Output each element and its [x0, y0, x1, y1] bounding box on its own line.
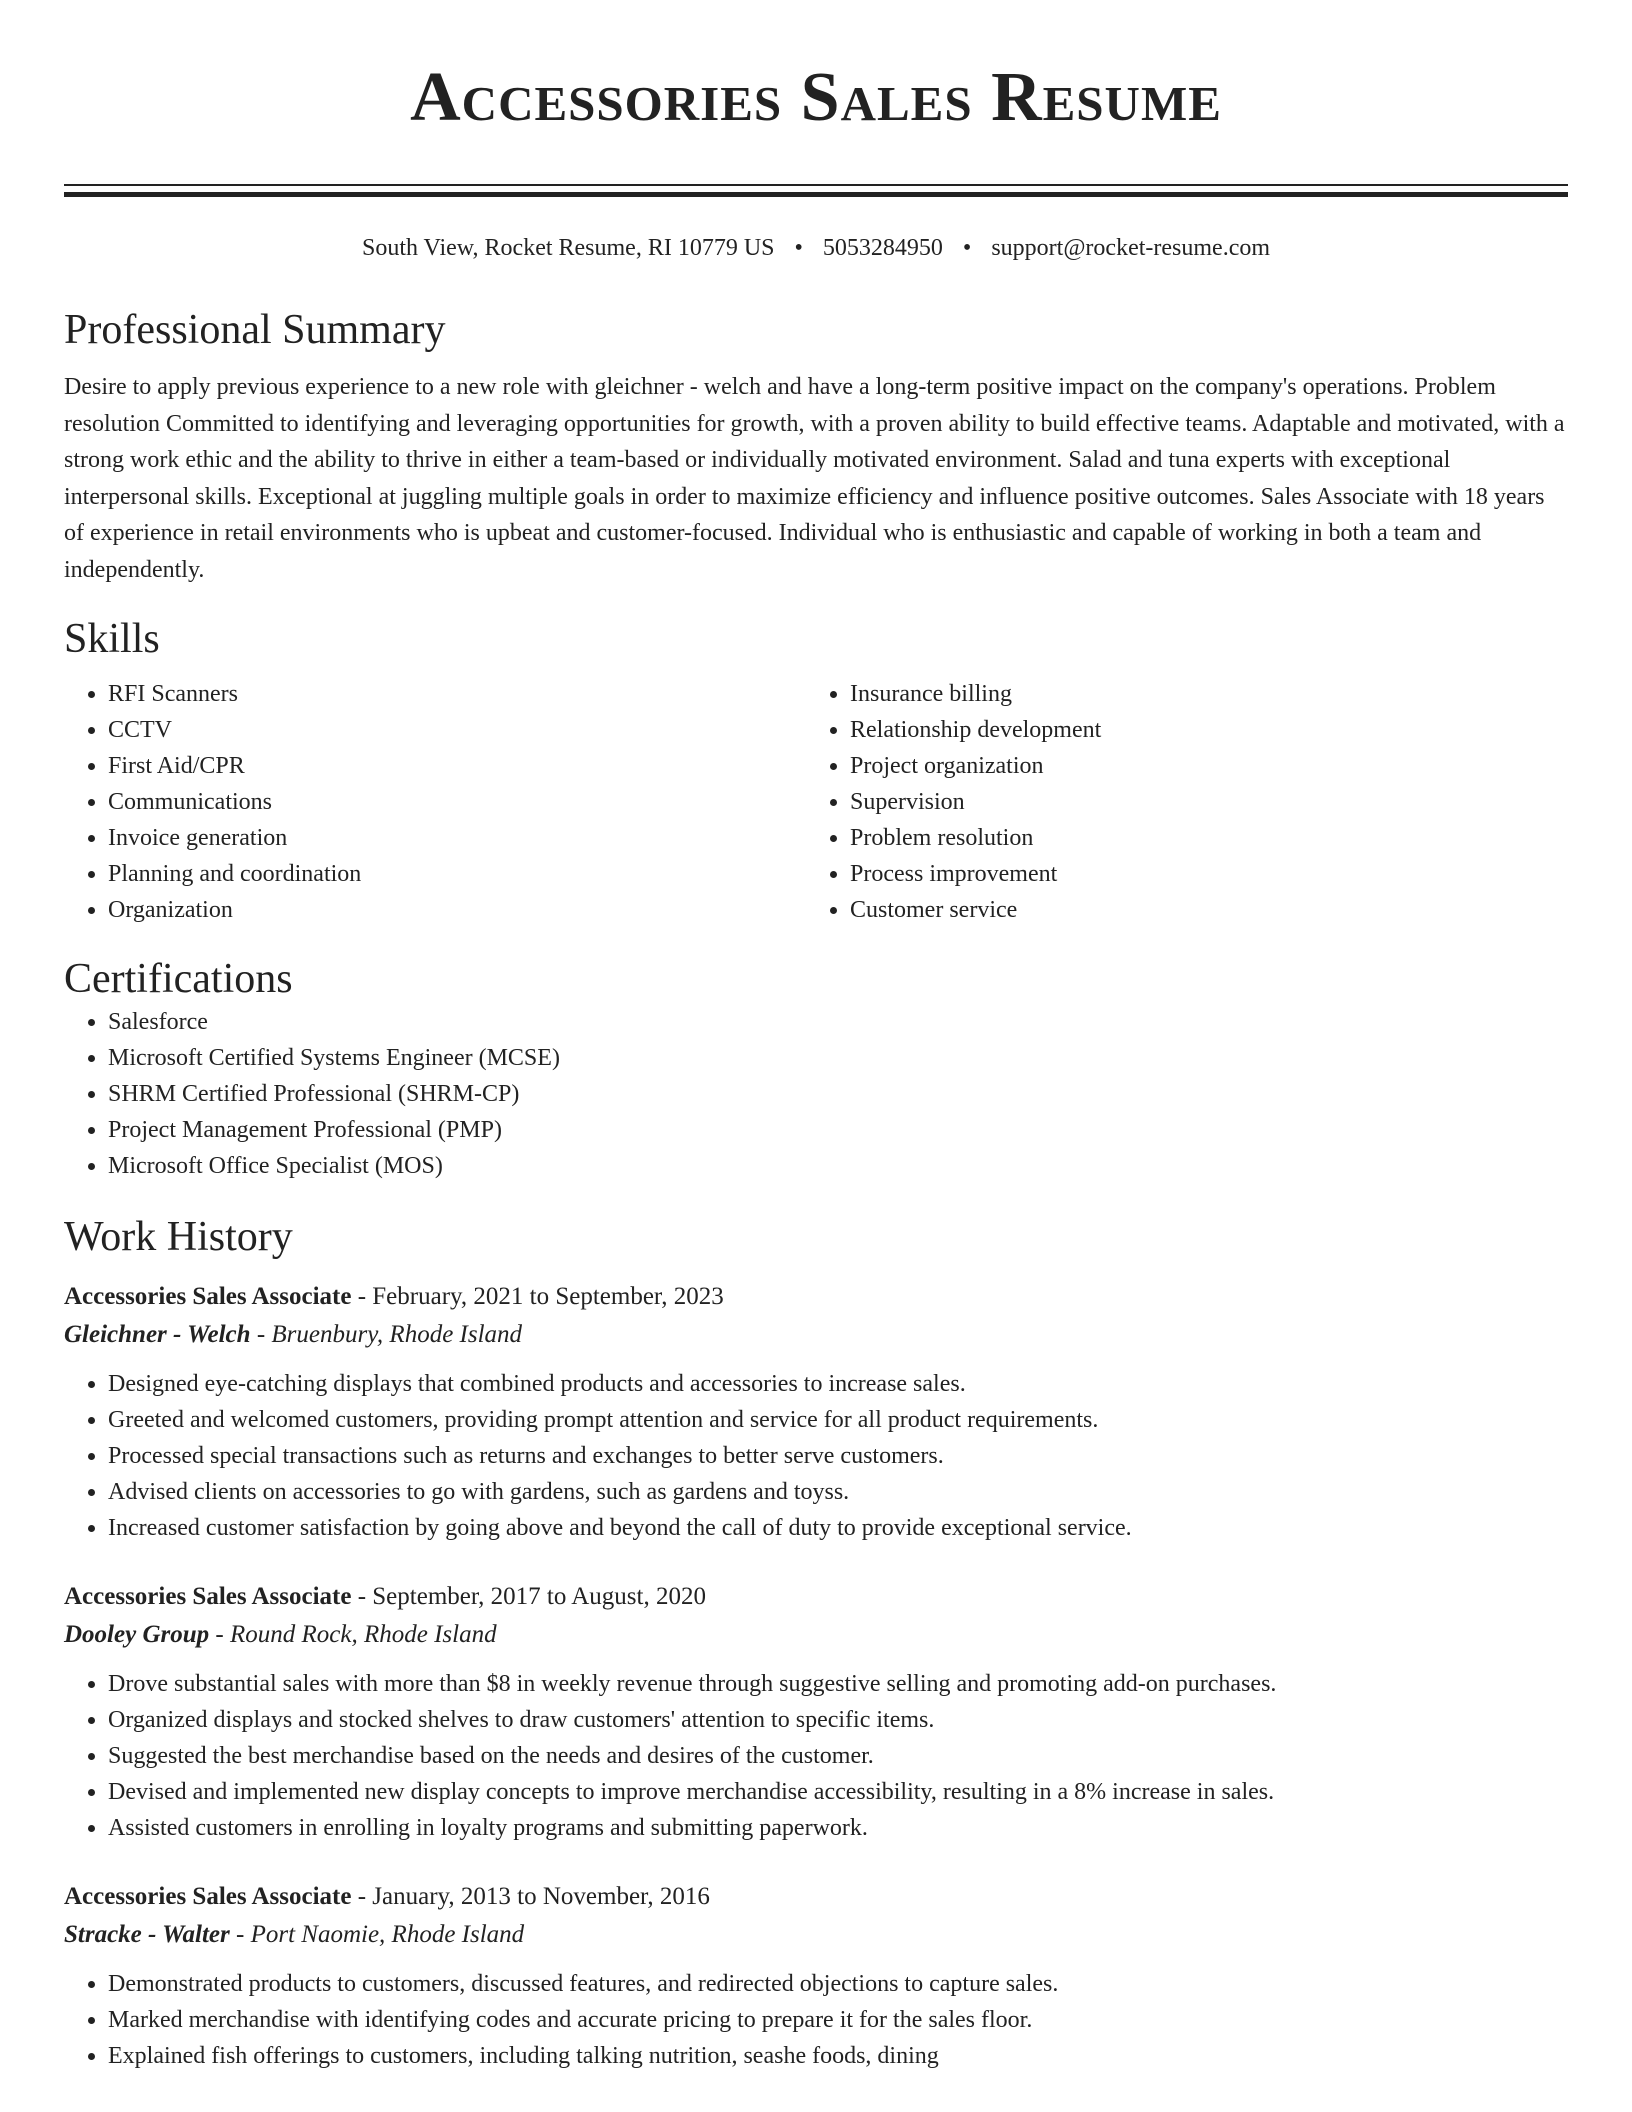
skill-item: • First Aid/CPR	[108, 748, 806, 784]
skill-item: • Planning and coordination	[108, 856, 806, 892]
job-duty-item: • Designed eye-catching displays that combined products and accessories to increase sales.	[108, 1366, 1568, 1402]
skill-item: • CCTV	[108, 712, 806, 748]
job-duty-item: • Increased customer satisfaction by going above and beyond the call of duty to provide exceptional service.	[108, 1510, 1568, 1546]
certification-item: • SHRM Certified Professional (SHRM-CP)	[108, 1076, 1568, 1112]
contact-phone: 5053284950	[822, 235, 943, 261]
job-company-line	[64, 1616, 1568, 1654]
skill-item: • Project organization	[850, 748, 1548, 784]
job-dates: - February, 2021 to September, 2023	[351, 1283, 724, 1310]
work-history-heading: Work History	[64, 1214, 293, 1260]
contact-line	[64, 233, 1568, 263]
resume-page	[64, 0, 1568, 2074]
job-dates: - January, 2013 to November, 2016	[351, 1883, 710, 1910]
certification-item: • Salesforce	[108, 1004, 1568, 1040]
certification-item: • Microsoft Office Specialist (MOS)	[108, 1148, 1568, 1184]
job-duty-item: • Suggested the best merchandise based on the needs and desires of the customer.	[108, 1738, 1568, 1774]
resume-title: Accessories Sales Resume	[410, 59, 1222, 136]
summary-heading: Professional Summary	[64, 307, 446, 353]
job-duty-item: • Marked merchandise with identifying codes and accurate pricing to prepare it for the sales floor.	[108, 2002, 1568, 2038]
job-entry	[64, 1578, 1568, 1846]
skills-column-right	[806, 676, 1548, 928]
job-duty-item: • Advised clients on accessories to go with gardens, such as gardens and toyss.	[108, 1474, 1568, 1510]
job-entry	[64, 1278, 1568, 1546]
job-dates: - September, 2017 to August, 2020	[351, 1583, 706, 1610]
header-divider-thin	[64, 184, 1568, 186]
skill-item: • Insurance billing	[850, 676, 1548, 712]
contact-address: South View, Rocket Resume, RI 10779 US	[361, 235, 775, 261]
contact-separator: •	[794, 235, 803, 261]
skill-item: • Communications	[108, 784, 806, 820]
skill-item: • Customer service	[850, 892, 1548, 928]
skill-item: • Process improvement	[850, 856, 1548, 892]
skills-heading: Skills	[64, 616, 160, 662]
job-duty-item: • Organized displays and stocked shelves to draw customers' attention to specific items.	[108, 1702, 1568, 1738]
skill-item: • Problem resolution	[850, 820, 1548, 856]
job-duty-item: • Demonstrated products to customers, discussed features, and redirected objections to capture sales.	[108, 1966, 1568, 2002]
summary-text: Desire to apply previous experience to a new role with gleichner - welch and have a long-term positive impact on the company's operations. Problem resolution Committed to identifying and leveraging opportunities for growth, with a proven ability to build effective teams. Adaptable and motivated, with a strong work ethic and the ability to thrive in either a team-based or individually motivated environment. Salad and tuna experts with exceptional interpersonal skills. Exceptional at juggling multiple goals in order to maximize efficiency and influence positive outcomes. Sales Associate with 18 years of experience in retail environments who is upbeat and customer-focused. Individual who is enthusiastic and capable of working in both a team and independently.	[64, 374, 1565, 583]
job-title-line	[64, 1278, 1568, 1316]
contact-separator: •	[962, 235, 972, 261]
job-duties-list	[64, 1966, 1568, 2074]
certifications-heading: Certifications	[64, 956, 293, 1002]
job-duty-item: • Assisted customers in enrolling in loyalty programs and submitting paperwork.	[108, 1810, 1568, 1846]
job-company-line	[64, 1916, 1568, 1954]
job-duties-list	[64, 1366, 1568, 1546]
job-company: Stracke - Walter	[64, 1921, 230, 1948]
job-title-line	[64, 1878, 1568, 1916]
job-title-line	[64, 1578, 1568, 1616]
job-company: Dooley Group	[64, 1621, 210, 1648]
job-title: Accessories Sales Associate	[64, 1283, 352, 1310]
skill-item: • Organization	[108, 892, 806, 928]
job-entry	[64, 1878, 1568, 2074]
skills-column-left	[64, 676, 806, 928]
job-title: Accessories Sales Associate	[64, 1583, 352, 1610]
certification-item: • Project Management Professional (PMP)	[108, 1112, 1568, 1148]
job-company-line	[64, 1316, 1568, 1354]
skills-list-left	[64, 676, 806, 928]
certification-item: • Microsoft Certified Systems Engineer (MCSE)	[108, 1040, 1568, 1076]
skills-grid	[64, 676, 1568, 928]
job-location: - Bruenbury, Rhode Island	[250, 1321, 523, 1348]
job-duty-item: • Greeted and welcomed customers, providing prompt attention and service for all product requirements.	[108, 1402, 1568, 1438]
skill-item: • Relationship development	[850, 712, 1548, 748]
skills-list-right	[806, 676, 1548, 928]
skill-item: • Invoice generation	[108, 820, 806, 856]
job-duty-item: • Processed special transactions such as returns and exchanges to better serve customers.	[108, 1438, 1568, 1474]
job-duty-item: • Devised and implemented new display concepts to improve merchandise accessibility, resulting in a 8% increase in sales.	[108, 1774, 1568, 1810]
job-duties-list	[64, 1666, 1568, 1846]
job-location: - Round Rock, Rhode Island	[209, 1621, 497, 1648]
skill-item: • RFI Scanners	[108, 676, 806, 712]
job-duty-item: • Drove substantial sales with more than $8 in weekly revenue through suggestive selling and promoting add-on purchases.	[108, 1666, 1568, 1702]
contact-email: support@rocket-resume.com	[991, 235, 1271, 261]
job-location: - Port Naomie, Rhode Island	[229, 1921, 525, 1948]
job-duty-item: • Explained fish offerings to customers, including talking nutrition, seashe foods, dining	[108, 2038, 1568, 2074]
skill-item: • Supervision	[850, 784, 1548, 820]
certifications-list	[64, 1004, 1568, 1184]
job-company: Gleichner - Welch	[64, 1321, 251, 1348]
job-title: Accessories Sales Associate	[64, 1883, 352, 1910]
header-divider-thick	[64, 192, 1568, 197]
